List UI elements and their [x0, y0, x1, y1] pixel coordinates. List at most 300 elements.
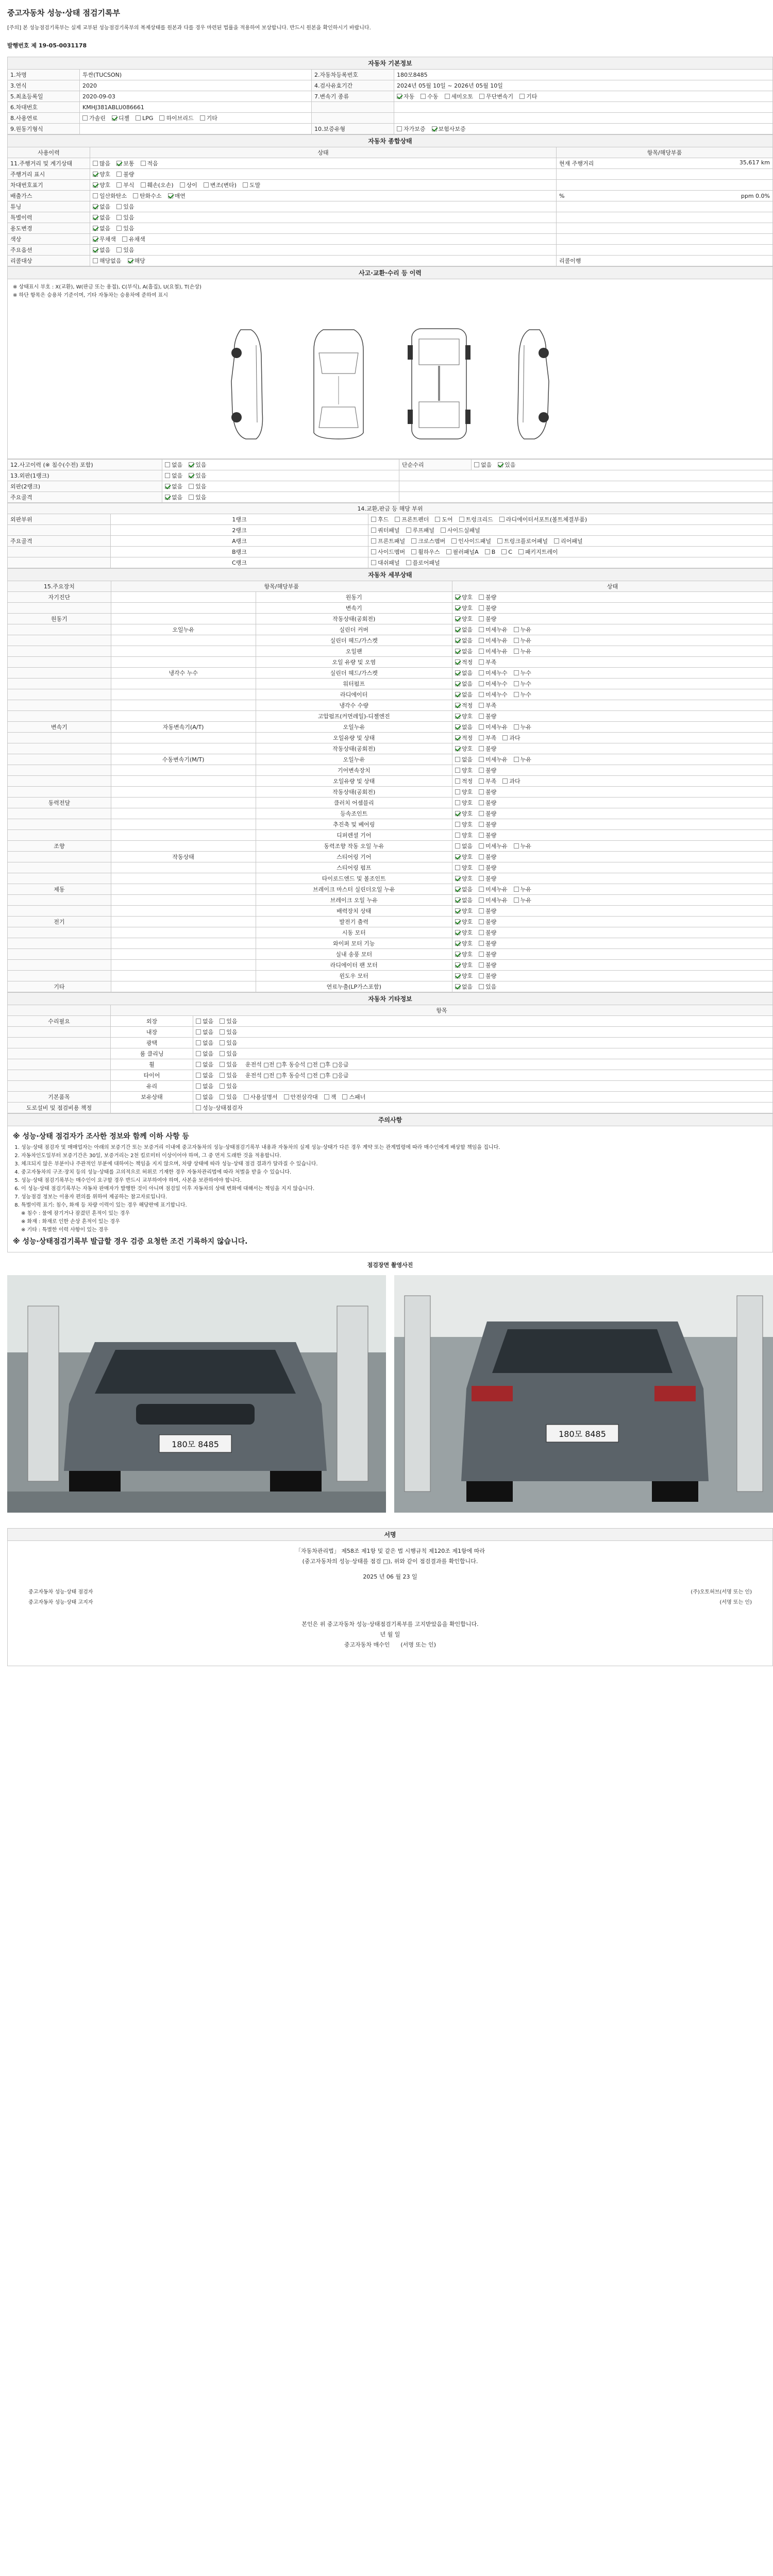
checkbox[interactable]	[518, 549, 524, 554]
option[interactable]: 불량	[479, 907, 496, 915]
option[interactable]: 일산화탄소	[93, 192, 127, 200]
option[interactable]: 보통	[116, 159, 134, 167]
checkbox[interactable]	[93, 236, 98, 242]
checkbox[interactable]	[165, 473, 170, 478]
option[interactable]: 있음	[220, 1049, 237, 1058]
option[interactable]: 불량	[479, 863, 496, 872]
checkbox[interactable]	[93, 204, 98, 209]
option[interactable]: 양호	[455, 615, 473, 623]
checkbox[interactable]	[141, 161, 146, 166]
checkbox[interactable]	[479, 854, 484, 859]
checkbox[interactable]	[479, 973, 484, 978]
checkbox[interactable]	[371, 560, 376, 565]
checkbox[interactable]	[133, 193, 138, 198]
checkbox[interactable]	[180, 182, 185, 188]
option[interactable]: 불량	[479, 809, 496, 818]
checkbox[interactable]	[455, 876, 460, 881]
option[interactable]: 양호	[93, 181, 110, 189]
inspector-sign[interactable]: (주)오토허브(서명 또는 인)	[691, 1589, 752, 1595]
checkbox[interactable]	[406, 528, 411, 533]
option[interactable]: 양호	[455, 744, 473, 753]
checkbox[interactable]	[395, 517, 400, 522]
option[interactable]: 프론트펜더	[395, 515, 429, 523]
checkbox[interactable]	[435, 517, 440, 522]
option[interactable]: 불량	[479, 853, 496, 861]
checkbox[interactable]	[220, 1040, 225, 1045]
option[interactable]: 수동	[421, 92, 438, 100]
option[interactable]: 적정	[455, 777, 473, 785]
option[interactable]: 자동	[397, 92, 414, 100]
option[interactable]: 있음	[498, 461, 515, 469]
option[interactable]: 없음	[93, 202, 110, 211]
option[interactable]: 자가보증	[397, 125, 426, 133]
option[interactable]: 없음	[165, 471, 182, 480]
checkbox[interactable]	[455, 746, 460, 751]
option[interactable]: 보험사보증	[432, 125, 466, 133]
option[interactable]: 양호	[455, 918, 473, 926]
option[interactable]: 불량	[479, 820, 496, 828]
option[interactable]: 양호	[455, 939, 473, 947]
checkbox[interactable]	[514, 843, 519, 849]
checkbox[interactable]	[220, 1062, 225, 1067]
option[interactable]: 없음	[455, 669, 473, 677]
option[interactable]: 디젤	[112, 114, 129, 122]
option[interactable]: 양호	[455, 820, 473, 828]
option[interactable]: 없음	[196, 1082, 213, 1090]
option[interactable]: 미세누유	[479, 896, 508, 904]
option[interactable]: 없음	[196, 1039, 213, 1047]
option[interactable]: 없음	[455, 885, 473, 893]
option[interactable]: 프론트패널	[371, 537, 405, 545]
option[interactable]: 양호	[455, 831, 473, 839]
option[interactable]: 패키지트레이	[518, 548, 558, 556]
checkbox[interactable]	[455, 757, 460, 762]
option[interactable]: 누유	[514, 755, 531, 764]
option[interactable]: 매연	[168, 192, 186, 200]
option[interactable]: 기타	[200, 114, 217, 122]
option[interactable]: 불량	[479, 744, 496, 753]
option[interactable]: 없음	[196, 1049, 213, 1058]
option[interactable]: 적음	[141, 159, 158, 167]
checkbox[interactable]	[514, 757, 519, 762]
checkbox[interactable]	[554, 538, 559, 544]
option[interactable]: 누유	[514, 842, 531, 850]
option[interactable]: 없음	[93, 213, 110, 222]
option[interactable]: 없음	[165, 482, 182, 490]
checkbox[interactable]	[479, 822, 484, 827]
checkbox[interactable]	[244, 1094, 249, 1099]
checkbox[interactable]	[479, 919, 484, 924]
option[interactable]: 있음	[479, 982, 496, 991]
option[interactable]: 누유	[514, 723, 531, 731]
checkbox[interactable]	[479, 833, 484, 838]
checkbox[interactable]	[411, 538, 416, 544]
checkbox[interactable]	[196, 1029, 201, 1035]
option[interactable]: B	[485, 549, 496, 555]
option[interactable]: 무채색	[93, 235, 116, 243]
checkbox[interactable]	[479, 692, 484, 697]
checkbox[interactable]	[455, 714, 460, 719]
option[interactable]: 쿼터패널	[371, 526, 400, 534]
checkbox[interactable]	[455, 649, 460, 654]
checkbox[interactable]	[479, 984, 484, 989]
option[interactable]: 없음	[196, 1060, 213, 1069]
option[interactable]: 없음	[196, 1093, 213, 1101]
checkbox[interactable]	[479, 876, 484, 881]
option[interactable]: 불량	[479, 950, 496, 958]
checkbox[interactable]	[479, 649, 484, 654]
checkbox[interactable]	[479, 681, 484, 686]
option[interactable]: 부족	[479, 734, 496, 742]
checkbox[interactable]	[82, 115, 88, 121]
checkbox[interactable]	[112, 115, 117, 121]
checkbox[interactable]	[406, 560, 411, 565]
checkbox[interactable]	[196, 1019, 201, 1024]
checkbox[interactable]	[455, 778, 460, 784]
option[interactable]: 누수	[514, 669, 531, 677]
checkbox[interactable]	[479, 595, 484, 600]
option[interactable]: 누유	[514, 636, 531, 645]
checkbox[interactable]	[220, 1019, 225, 1024]
option[interactable]: 불량	[479, 961, 496, 969]
checkbox[interactable]	[479, 605, 484, 611]
checkbox[interactable]	[371, 517, 376, 522]
option[interactable]: 양호	[455, 788, 473, 796]
option[interactable]: 부족	[479, 777, 496, 785]
option[interactable]: 미세누유	[479, 842, 508, 850]
checkbox[interactable]	[165, 462, 170, 467]
option[interactable]: 양호	[455, 604, 473, 612]
option[interactable]: 양호	[455, 950, 473, 958]
checkbox[interactable]	[196, 1083, 201, 1089]
checkbox[interactable]	[432, 126, 437, 131]
checkbox[interactable]	[189, 462, 194, 467]
checkbox[interactable]	[455, 887, 460, 892]
checkbox[interactable]	[514, 681, 519, 686]
checkbox[interactable]	[455, 897, 460, 903]
option[interactable]: 탄화수소	[133, 192, 162, 200]
checkbox[interactable]	[116, 161, 122, 166]
checkbox[interactable]	[371, 538, 376, 544]
checkbox[interactable]	[165, 495, 170, 500]
checkbox[interactable]	[485, 549, 490, 554]
option[interactable]: 부족	[479, 658, 496, 666]
option[interactable]: 부식	[116, 181, 134, 189]
option[interactable]: 불량	[479, 788, 496, 796]
checkbox[interactable]	[455, 616, 460, 621]
option[interactable]: 없음	[455, 723, 473, 731]
option[interactable]: 필러패널A	[446, 548, 479, 556]
checkbox[interactable]	[455, 735, 460, 740]
option[interactable]: 있음	[220, 1017, 237, 1025]
checkbox[interactable]	[93, 193, 98, 198]
checkbox[interactable]	[455, 973, 460, 978]
option[interactable]: 해당없음	[93, 257, 122, 265]
option[interactable]: 양호	[455, 874, 473, 883]
checkbox[interactable]	[479, 952, 484, 957]
checkbox[interactable]	[479, 930, 484, 935]
checkbox[interactable]	[479, 616, 484, 621]
checkbox[interactable]	[455, 908, 460, 913]
checkbox[interactable]	[455, 930, 460, 935]
option[interactable]: 불량	[479, 939, 496, 947]
checkbox[interactable]	[498, 462, 503, 467]
option[interactable]: 미세누유	[479, 636, 508, 645]
option[interactable]: 사이드멤버	[371, 548, 405, 556]
checkbox[interactable]	[93, 258, 98, 263]
checkbox[interactable]	[397, 94, 402, 99]
checkbox[interactable]	[189, 473, 194, 478]
option[interactable]: 있음	[220, 1039, 237, 1047]
checkbox[interactable]	[514, 692, 519, 697]
checkbox[interactable]	[116, 215, 122, 220]
checkbox[interactable]	[93, 172, 98, 177]
option[interactable]: 변조(변타)	[204, 181, 237, 189]
option[interactable]: 있음	[189, 471, 206, 480]
option[interactable]: 없음	[455, 896, 473, 904]
option[interactable]: 양호	[455, 961, 473, 969]
checkbox[interactable]	[479, 908, 484, 913]
checkbox[interactable]	[514, 724, 519, 730]
checkbox[interactable]	[196, 1094, 201, 1099]
option[interactable]: 도말	[243, 181, 260, 189]
checkbox[interactable]	[455, 865, 460, 870]
option[interactable]: 사이드실패널	[441, 526, 480, 534]
checkbox[interactable]	[479, 800, 484, 805]
checkbox[interactable]	[455, 941, 460, 946]
checkbox[interactable]	[502, 735, 508, 740]
checkbox[interactable]	[165, 484, 170, 489]
option[interactable]: 트렁크플로어패널	[497, 537, 548, 545]
option[interactable]: 불량	[479, 766, 496, 774]
option[interactable]: 양호	[455, 712, 473, 720]
checkbox[interactable]	[479, 627, 484, 632]
checkbox[interactable]	[200, 115, 205, 121]
checkbox[interactable]	[455, 724, 460, 730]
checkbox[interactable]	[371, 528, 376, 533]
checkbox[interactable]	[514, 649, 519, 654]
option[interactable]: 불량	[479, 604, 496, 612]
option[interactable]: 성능·상태점검자	[196, 1104, 243, 1112]
checkbox[interactable]	[93, 182, 98, 188]
buyer-sign[interactable]: (서명 또는 인)	[400, 1641, 436, 1648]
checkbox[interactable]	[116, 172, 122, 177]
checkbox[interactable]	[204, 182, 209, 188]
checkbox[interactable]	[93, 226, 98, 231]
option[interactable]: 과다	[502, 734, 520, 742]
checkbox[interactable]	[455, 962, 460, 968]
option[interactable]: 적정	[455, 658, 473, 666]
option[interactable]: LPG	[136, 115, 153, 122]
option[interactable]: 불량	[479, 799, 496, 807]
checkbox[interactable]	[116, 247, 122, 252]
checkbox[interactable]	[220, 1094, 225, 1099]
option[interactable]: 인사이드패널	[451, 537, 491, 545]
checkbox[interactable]	[479, 659, 484, 665]
option[interactable]: 없음	[93, 246, 110, 254]
option[interactable]: 없음	[196, 1017, 213, 1025]
checkbox[interactable]	[479, 670, 484, 675]
checkbox[interactable]	[519, 94, 525, 99]
option[interactable]: 안전삼각대	[284, 1093, 318, 1101]
checkbox[interactable]	[455, 952, 460, 957]
option[interactable]: 무단변속기	[479, 92, 513, 100]
checkbox[interactable]	[479, 811, 484, 816]
checkbox[interactable]	[455, 627, 460, 632]
checkbox[interactable]	[479, 757, 484, 762]
option[interactable]: 있음	[116, 213, 134, 222]
option[interactable]: 부족	[479, 701, 496, 709]
option[interactable]: 양호	[455, 928, 473, 937]
option[interactable]: 해당	[128, 257, 145, 265]
option[interactable]: 하이브리드	[159, 114, 193, 122]
option[interactable]: 양호	[455, 799, 473, 807]
checkbox[interactable]	[122, 236, 127, 242]
checkbox[interactable]	[479, 703, 484, 708]
option[interactable]: 불량	[479, 615, 496, 623]
option[interactable]: 없음	[455, 647, 473, 655]
option[interactable]: 리어패널	[554, 537, 583, 545]
checkbox[interactable]	[397, 126, 402, 131]
checkbox[interactable]	[455, 789, 460, 794]
notifier-sign[interactable]: (서명 또는 인)	[719, 1600, 752, 1605]
checkbox[interactable]	[116, 226, 122, 231]
option[interactable]: 불량	[479, 928, 496, 937]
option[interactable]: 미세누유	[479, 647, 508, 655]
checkbox[interactable]	[455, 659, 460, 665]
checkbox[interactable]	[189, 484, 194, 489]
checkbox[interactable]	[514, 638, 519, 643]
checkbox[interactable]	[479, 638, 484, 643]
option[interactable]: 양호	[455, 593, 473, 601]
checkbox[interactable]	[116, 182, 122, 188]
option[interactable]: 미세누수	[479, 680, 508, 688]
option[interactable]: 미세누유	[479, 885, 508, 893]
option[interactable]: 있음	[189, 493, 206, 501]
checkbox[interactable]	[455, 984, 460, 989]
option[interactable]: 있음	[220, 1071, 237, 1079]
option[interactable]: 없음	[196, 1028, 213, 1036]
option[interactable]: 상이	[180, 181, 197, 189]
option[interactable]: 있음	[220, 1082, 237, 1090]
checkbox[interactable]	[459, 517, 464, 522]
option[interactable]: 양호	[455, 907, 473, 915]
option[interactable]: 훼손(오손)	[141, 181, 174, 189]
checkbox[interactable]	[479, 778, 484, 784]
option[interactable]: 미세누유	[479, 723, 508, 731]
checkbox[interactable]	[455, 843, 460, 849]
checkbox[interactable]	[116, 204, 122, 209]
option[interactable]: 도어	[435, 515, 452, 523]
option[interactable]: 사용설명서	[244, 1093, 278, 1101]
checkbox[interactable]	[455, 605, 460, 611]
checkbox[interactable]	[497, 538, 502, 544]
option[interactable]: 스패너	[342, 1093, 365, 1101]
checkbox[interactable]	[168, 193, 173, 198]
option[interactable]: 대쉬패널	[371, 558, 400, 567]
option[interactable]: 크로스멤버	[411, 537, 445, 545]
checkbox[interactable]	[514, 670, 519, 675]
option[interactable]: 양호	[455, 853, 473, 861]
option[interactable]: 있음	[220, 1060, 237, 1069]
checkbox[interactable]	[479, 724, 484, 730]
checkbox[interactable]	[479, 887, 484, 892]
checkbox[interactable]	[196, 1040, 201, 1045]
checkbox[interactable]	[342, 1094, 347, 1099]
option[interactable]: 없음	[455, 755, 473, 764]
checkbox[interactable]	[479, 962, 484, 968]
checkbox[interactable]	[196, 1051, 201, 1056]
option[interactable]: 기타	[519, 92, 537, 100]
option[interactable]: 라디에이터서포트(볼트체결부품)	[499, 515, 587, 523]
checkbox[interactable]	[514, 627, 519, 632]
checkbox[interactable]	[455, 595, 460, 600]
checkbox[interactable]	[196, 1062, 201, 1067]
option[interactable]: 없음	[165, 493, 182, 501]
option[interactable]: 과다	[502, 777, 520, 785]
checkbox[interactable]	[455, 703, 460, 708]
option[interactable]: 없음	[93, 224, 110, 232]
checkbox[interactable]	[479, 94, 484, 99]
checkbox[interactable]	[455, 811, 460, 816]
option[interactable]: 누유	[514, 896, 531, 904]
option[interactable]: 누유	[514, 625, 531, 634]
checkbox[interactable]	[93, 161, 98, 166]
checkbox[interactable]	[479, 789, 484, 794]
checkbox[interactable]	[196, 1073, 201, 1078]
checkbox[interactable]	[141, 182, 146, 188]
checkbox[interactable]	[441, 528, 446, 533]
option[interactable]: 누유	[514, 647, 531, 655]
checkbox[interactable]	[243, 182, 248, 188]
option[interactable]: 불량	[479, 712, 496, 720]
option[interactable]: 누유	[514, 885, 531, 893]
checkbox[interactable]	[455, 638, 460, 643]
checkbox[interactable]	[455, 833, 460, 838]
option[interactable]: 있음	[116, 202, 134, 211]
checkbox[interactable]	[220, 1051, 225, 1056]
option[interactable]: 적정	[455, 734, 473, 742]
option[interactable]: 양호	[455, 972, 473, 980]
option[interactable]: 가솔린	[82, 114, 106, 122]
checkbox[interactable]	[128, 258, 133, 263]
checkbox[interactable]	[479, 768, 484, 773]
checkbox[interactable]	[479, 746, 484, 751]
checkbox[interactable]	[455, 670, 460, 675]
option[interactable]: 없음	[455, 690, 473, 699]
checkbox[interactable]	[499, 517, 505, 522]
option[interactable]: 없음	[165, 461, 182, 469]
option[interactable]: 없음	[474, 461, 492, 469]
checkbox[interactable]	[136, 115, 141, 121]
option[interactable]: 양호	[455, 863, 473, 872]
option[interactable]: 트렁크리드	[459, 515, 493, 523]
checkbox[interactable]	[479, 735, 484, 740]
option[interactable]: 양호	[455, 809, 473, 818]
option[interactable]: 잭	[324, 1093, 337, 1101]
option[interactable]: 후드	[371, 515, 389, 523]
checkbox[interactable]	[479, 865, 484, 870]
option[interactable]: 불량	[479, 918, 496, 926]
checkbox[interactable]	[411, 549, 416, 554]
checkbox[interactable]	[93, 215, 98, 220]
checkbox[interactable]	[514, 887, 519, 892]
option[interactable]: 없음	[196, 1071, 213, 1079]
checkbox[interactable]	[445, 94, 450, 99]
checkbox[interactable]	[421, 94, 426, 99]
option[interactable]: 적정	[455, 701, 473, 709]
option[interactable]: 많음	[93, 159, 110, 167]
